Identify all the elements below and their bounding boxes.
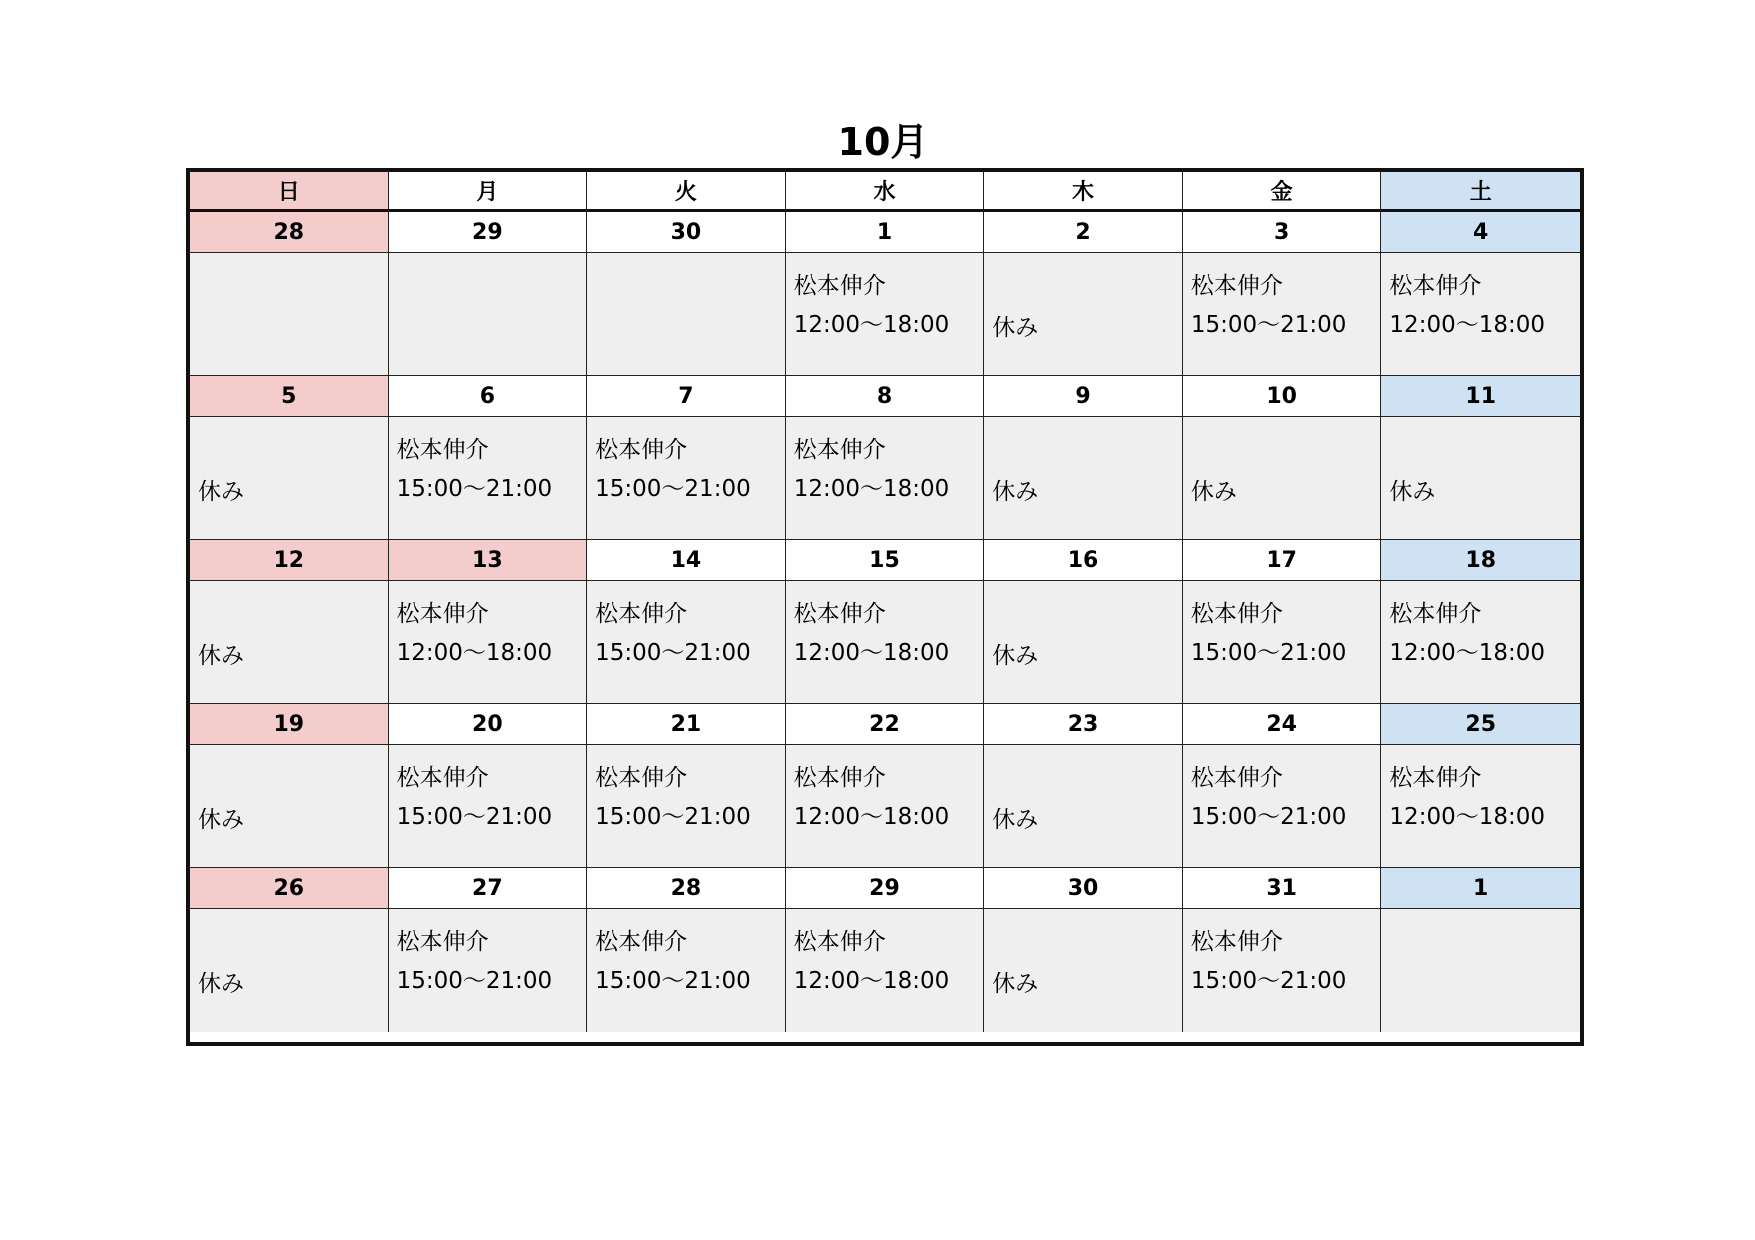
- schedule-cell[interactable]: [984, 253, 1183, 376]
- schedule-cell[interactable]: [984, 581, 1183, 704]
- schedule-cell[interactable]: [1381, 745, 1580, 868]
- shift-time: 15:00〜21:00: [1190, 640, 1347, 666]
- weekday-header: 火: [587, 172, 786, 212]
- schedule-cell[interactable]: [587, 909, 786, 1032]
- staff-name: 松本伸介: [396, 601, 489, 627]
- staff-name: 松本伸介: [1190, 765, 1283, 791]
- date-cell[interactable]: 27: [389, 868, 588, 909]
- staff-name: 松本伸介: [595, 437, 688, 463]
- date-cell[interactable]: 18: [1381, 540, 1580, 581]
- schedule-cell[interactable]: [984, 909, 1183, 1032]
- date-cell[interactable]: 9: [984, 376, 1183, 417]
- schedule-cell[interactable]: [786, 417, 985, 540]
- date-cell[interactable]: 21: [587, 704, 786, 745]
- staff-name: 松本伸介: [1389, 273, 1482, 299]
- staff-name: 松本伸介: [595, 601, 688, 627]
- day-off-label: 休み: [992, 315, 1039, 341]
- staff-name: 松本伸介: [595, 929, 688, 955]
- day-off-label: 休み: [198, 643, 244, 669]
- staff-name: 松本伸介: [793, 601, 886, 627]
- date-cell[interactable]: 19: [190, 704, 389, 745]
- date-cell[interactable]: 10: [1183, 376, 1382, 417]
- date-cell[interactable]: 17: [1183, 540, 1382, 581]
- day-off-label: 休み: [992, 807, 1039, 833]
- schedule-cell[interactable]: [389, 581, 588, 704]
- date-cell[interactable]: 28: [190, 212, 389, 253]
- date-cell[interactable]: 20: [389, 704, 588, 745]
- shift-time: 15:00〜21:00: [595, 968, 751, 994]
- shift-time: 12:00〜18:00: [793, 968, 950, 994]
- day-off-label: 休み: [198, 807, 244, 833]
- date-cell[interactable]: 15: [786, 540, 985, 581]
- weekday-header: 日: [190, 172, 389, 212]
- date-cell[interactable]: 31: [1183, 868, 1382, 909]
- day-off-label: 休み: [1190, 479, 1237, 505]
- staff-name: 松本伸介: [595, 765, 688, 791]
- date-cell[interactable]: 29: [389, 212, 588, 253]
- date-cell[interactable]: 7: [587, 376, 786, 417]
- shift-time: 12:00〜18:00: [1389, 640, 1545, 666]
- weekday-header: 水: [786, 172, 985, 212]
- date-cell[interactable]: 2: [984, 212, 1183, 253]
- schedule-cell[interactable]: [587, 581, 786, 704]
- schedule-cell[interactable]: [190, 417, 389, 540]
- schedule-cell[interactable]: [984, 417, 1183, 540]
- shift-time: 15:00〜21:00: [396, 968, 553, 994]
- schedule-cell[interactable]: [587, 745, 786, 868]
- schedule-cell[interactable]: [1183, 909, 1382, 1032]
- date-cell[interactable]: 23: [984, 704, 1183, 745]
- schedule-cell[interactable]: [190, 745, 389, 868]
- schedule-cell[interactable]: [190, 253, 389, 376]
- schedule-cell[interactable]: [1183, 417, 1382, 540]
- date-cell[interactable]: 13: [389, 540, 588, 581]
- weekday-header: 月: [389, 172, 588, 212]
- staff-name: 松本伸介: [1190, 273, 1283, 299]
- schedule-cell[interactable]: [1183, 745, 1382, 868]
- schedule-cell[interactable]: [786, 745, 985, 868]
- date-cell[interactable]: 3: [1183, 212, 1382, 253]
- schedule-cell[interactable]: [1381, 417, 1580, 540]
- day-off-label: 休み: [1389, 479, 1436, 505]
- shift-time: 15:00〜21:00: [595, 476, 751, 502]
- schedule-cell[interactable]: [389, 745, 588, 868]
- shift-time: 12:00〜18:00: [793, 804, 950, 830]
- schedule-cell[interactable]: [1183, 581, 1382, 704]
- shift-time: 15:00〜21:00: [595, 640, 751, 666]
- monthly-calendar: [186, 168, 1584, 1046]
- schedule-cell[interactable]: [786, 909, 985, 1032]
- staff-name: 松本伸介: [1190, 601, 1283, 627]
- schedule-cell[interactable]: [587, 253, 786, 376]
- schedule-cell[interactable]: [1381, 909, 1580, 1032]
- schedule-cell[interactable]: [389, 253, 588, 376]
- schedule-cell[interactable]: [1183, 253, 1382, 376]
- schedule-cell[interactable]: [389, 417, 588, 540]
- date-cell[interactable]: 30: [984, 868, 1183, 909]
- staff-name: 松本伸介: [1389, 765, 1482, 791]
- staff-name: 松本伸介: [793, 929, 886, 955]
- date-cell[interactable]: 29: [786, 868, 985, 909]
- day-off-label: 休み: [992, 643, 1039, 669]
- schedule-cell[interactable]: [786, 253, 985, 376]
- weekday-header: 土: [1381, 172, 1580, 212]
- date-cell[interactable]: 26: [190, 868, 389, 909]
- staff-name: 松本伸介: [1190, 929, 1283, 955]
- shift-time: 15:00〜21:00: [1190, 804, 1347, 830]
- shift-time: 12:00〜18:00: [793, 312, 950, 338]
- date-cell[interactable]: 11: [1381, 376, 1580, 417]
- date-cell[interactable]: 6: [389, 376, 588, 417]
- shift-time: 12:00〜18:00: [1389, 804, 1545, 830]
- schedule-cell[interactable]: [190, 909, 389, 1032]
- date-cell[interactable]: 28: [587, 868, 786, 909]
- shift-time: 15:00〜21:00: [1190, 968, 1347, 994]
- staff-name: 松本伸介: [793, 273, 886, 299]
- weekday-header: 金: [1183, 172, 1382, 212]
- day-off-label: 休み: [992, 971, 1039, 997]
- schedule-cell[interactable]: [786, 581, 985, 704]
- date-cell[interactable]: 25: [1381, 704, 1580, 745]
- date-cell[interactable]: 5: [190, 376, 389, 417]
- shift-time: 15:00〜21:00: [396, 476, 553, 502]
- date-cell[interactable]: 14: [587, 540, 786, 581]
- schedule-cell[interactable]: [1381, 581, 1580, 704]
- date-cell[interactable]: 4: [1381, 212, 1580, 253]
- day-off-label: 休み: [198, 971, 244, 997]
- date-cell[interactable]: 8: [786, 376, 985, 417]
- shift-time: 12:00〜18:00: [396, 640, 553, 666]
- staff-name: 松本伸介: [396, 929, 489, 955]
- date-cell[interactable]: 24: [1183, 704, 1382, 745]
- shift-time: 15:00〜21:00: [1190, 312, 1347, 338]
- shift-time: 15:00〜21:00: [396, 804, 553, 830]
- day-off-label: 休み: [992, 479, 1039, 505]
- shift-time: 12:00〜18:00: [793, 476, 950, 502]
- date-cell[interactable]: 1: [786, 212, 985, 253]
- staff-name: 松本伸介: [396, 437, 489, 463]
- schedule-cell[interactable]: [984, 745, 1183, 868]
- schedule-cell[interactable]: [389, 909, 588, 1032]
- date-cell[interactable]: 22: [786, 704, 985, 745]
- staff-name: 松本伸介: [793, 437, 886, 463]
- schedule-cell[interactable]: [190, 581, 389, 704]
- staff-name: 松本伸介: [1389, 601, 1482, 627]
- calendar-title: 10月: [837, 120, 929, 164]
- staff-name: 松本伸介: [396, 765, 489, 791]
- date-cell[interactable]: 16: [984, 540, 1183, 581]
- day-off-label: 休み: [198, 479, 244, 505]
- date-cell[interactable]: 12: [190, 540, 389, 581]
- date-cell[interactable]: 30: [587, 212, 786, 253]
- date-cell[interactable]: 1: [1381, 868, 1580, 909]
- staff-name: 松本伸介: [793, 765, 886, 791]
- shift-time: 15:00〜21:00: [595, 804, 751, 830]
- shift-time: 12:00〜18:00: [1389, 312, 1545, 338]
- schedule-cell[interactable]: [1381, 253, 1580, 376]
- schedule-cell[interactable]: [587, 417, 786, 540]
- weekday-header: 木: [984, 172, 1183, 212]
- shift-time: 12:00〜18:00: [793, 640, 950, 666]
